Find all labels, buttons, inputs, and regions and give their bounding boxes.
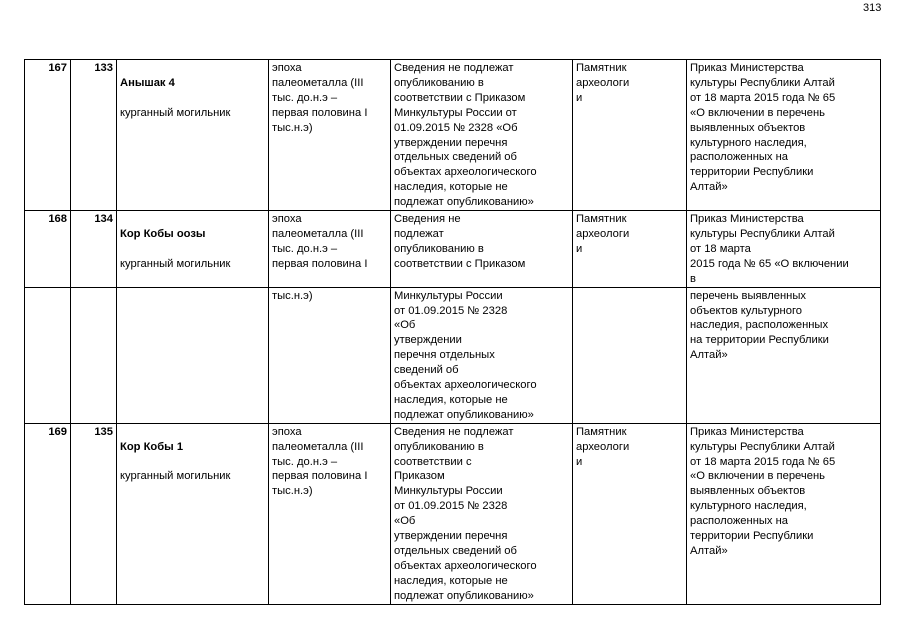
category-cell: Памятник археологи и — [573, 60, 687, 211]
object-type: курганный могильник — [120, 470, 231, 483]
heritage-register-table — [24, 59, 881, 605]
document-cell: Приказ Министерства культуры Республики Алтай от 18 марта 2015 года № 65 «О включении в — [687, 211, 881, 288]
dating-cell: эпоха палеометалла (III тыс. до.н.э – первая половина I тыс.н.э) — [269, 60, 391, 211]
document-cell: Приказ Министерства культуры Республики Алтай от 18 марта 2015 года № 65 «О включении в перечень выявленных объектов культурного наследия, расположенных на территории Республики Алтай» — [687, 423, 881, 604]
location-info-cell: Сведения не подлежат опубликованию в соответствии с Приказом Минкультуры России от 01.09.2015 № 2328 «Об утверждении перечня отдельных сведений об объектах археологического наследия, которые не подлежат опубликованию» — [391, 423, 573, 604]
object-cell — [117, 60, 269, 211]
row-number: 169 — [25, 423, 71, 604]
object-name: Кор Кобы оозы — [120, 227, 206, 240]
inventory-number: 133 — [71, 60, 117, 211]
location-info-cell: Минкультуры России от 01.09.2015 № 2328 «Об утверждении перечня отдельных сведений об объектах археологического наследия, которые не подлежат опубликованию» — [391, 287, 573, 423]
location-info-cell: Сведения не подлежат опубликованию в соответствии с Приказом — [391, 211, 573, 288]
inventory-number: 134 — [71, 211, 117, 288]
dating-cell: тыс.н.э) — [269, 287, 391, 423]
dating-cell: эпоха палеометалла (III тыс. до.н.э – первая половина I — [269, 211, 391, 288]
dating-cell: эпоха палеометалла (III тыс. до.н.э – первая половина I тыс.н.э) — [269, 423, 391, 604]
object-type: курганный могильник — [120, 106, 231, 119]
object-type: курганный могильник — [120, 257, 231, 270]
document-cell: перечень выявленных объектов культурного наследия, расположенных на территории Республики Алтай» — [687, 287, 881, 423]
page-number: 313 — [863, 2, 882, 14]
table-row — [25, 211, 881, 288]
table-row — [25, 60, 881, 211]
category-cell: Памятник археологи и — [573, 423, 687, 604]
row-number: 168 — [25, 211, 71, 288]
category-cell — [573, 287, 687, 423]
object-name: Кор Кобы 1 — [120, 440, 184, 453]
row-number — [25, 287, 71, 423]
category-cell: Памятник археологи и — [573, 211, 687, 288]
location-info-cell: Сведения не подлежат опубликованию в соответствии с Приказом Минкультуры России от 01.09.2015 № 2328 «Об утверждении перечня отдельных сведений об объектах археологического наследия, которые не подлежат опубликованию» — [391, 60, 573, 211]
inventory-number — [71, 287, 117, 423]
document-cell: Приказ Министерства культуры Республики Алтай от 18 марта 2015 года № 65 «О включении в перечень выявленных объектов культурного наследия, расположенных на территории Республики Алтай» — [687, 60, 881, 211]
table-row — [25, 423, 881, 604]
row-number: 167 — [25, 60, 71, 211]
object-cell — [117, 423, 269, 604]
object-cell — [117, 287, 269, 423]
object-cell — [117, 211, 269, 288]
inventory-number: 135 — [71, 423, 117, 604]
object-name: Анышак 4 — [120, 76, 175, 89]
table-row — [25, 287, 881, 423]
